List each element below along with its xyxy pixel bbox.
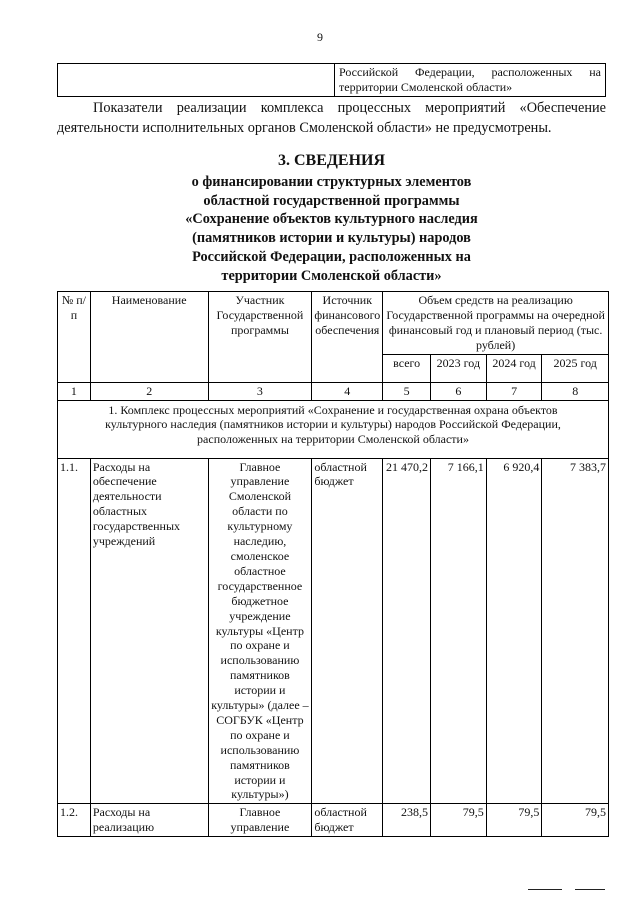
row-name: Расходы на обеспечение деятельности областных государственных учреждений — [90, 458, 208, 804]
header-name: Наименование — [90, 292, 208, 383]
header-num: № п/п — [58, 292, 91, 383]
row-2024: 79,5 — [486, 804, 542, 837]
continuation-table — [57, 63, 606, 97]
index-cell: 3 — [208, 382, 312, 400]
row-total: 21 470,2 — [383, 458, 431, 804]
row-2025: 79,5 — [542, 804, 609, 837]
header-total: всего — [383, 354, 431, 382]
index-cell: 1 — [58, 382, 91, 400]
section-row — [58, 400, 609, 458]
header-year-2024: 2024 год — [486, 354, 542, 382]
header-year-2023: 2023 год — [431, 354, 487, 382]
row-2024: 6 920,4 — [486, 458, 542, 804]
continuation-right-cell: Российской Федерации, расположенных на территории Смоленской области» — [335, 64, 606, 97]
footer-mark — [575, 889, 605, 890]
row-source: областной бюджет — [312, 458, 383, 804]
indicators-paragraph: Показатели реализации комплекса процессных мероприятий «Обеспечение деятельности исполнительных органов Смоленской области» не предусмотрены. — [57, 100, 606, 136]
row-num: 1.2. — [58, 804, 91, 837]
index-cell: 2 — [90, 382, 208, 400]
header-volume: Объем средств на реализацию Государственной программы на очередной финансовый год и плановый период (тыс. рублей) — [383, 292, 609, 355]
index-cell: 8 — [542, 382, 609, 400]
index-cell: 4 — [312, 382, 383, 400]
index-cell: 5 — [383, 382, 431, 400]
row-name: Расходы на реализацию — [90, 804, 208, 837]
section-number: 3. СВЕДЕНИЯ — [277, 152, 386, 169]
table-row — [58, 804, 609, 837]
heading-line: «Сохранение объектов культурного наследия — [185, 211, 478, 228]
heading-line: Российской Федерации, расположенных на — [192, 248, 471, 265]
section-title-cell: 1. Комплекс процессных мероприятий «Сохранение и государственная охрана объектов культурного наследия (памятников истории и культуры) народов Российской Федерации, расположенных на территории Смоленской области» — [58, 400, 609, 458]
header-source: Источник финансового обеспечения — [312, 292, 383, 383]
row-num: 1.1. — [58, 458, 91, 804]
continuation-left-cell — [58, 64, 335, 97]
header-participant: Участник Государственной программы — [208, 292, 312, 383]
index-cell: 6 — [431, 382, 487, 400]
row-2023: 7 166,1 — [431, 458, 487, 804]
footer-mark — [528, 889, 562, 890]
row-participant: Главное управление — [208, 804, 312, 837]
row-participant: Главное управление Смоленской области по культурному наследию, смоленское областное государственное бюджетное учреждение культуры «Центр по охране и использованию памятников истории и культуры» (далее – СОГБУК «Центр по охране и использованию памятников истории и культуры») — [208, 458, 312, 804]
section-heading — [57, 152, 606, 286]
row-2023: 79,5 — [431, 804, 487, 837]
table-index-row — [58, 382, 609, 400]
row-2025: 7 383,7 — [542, 458, 609, 804]
page-number: 9 — [317, 30, 323, 44]
heading-line: (памятников истории и культуры) народов — [192, 230, 471, 247]
heading-line: территории Смоленской области» — [221, 267, 442, 284]
header-year-2025: 2025 год — [542, 354, 609, 382]
heading-line: областной государственной программы — [203, 192, 460, 209]
table-row — [58, 458, 609, 804]
financing-table — [57, 291, 609, 837]
row-source: областной бюджет — [312, 804, 383, 837]
row-total: 238,5 — [383, 804, 431, 837]
table-row — [58, 64, 606, 97]
heading-line: о финансировании структурных элементов — [191, 173, 472, 190]
table-header-row — [58, 292, 609, 355]
index-cell: 7 — [486, 382, 542, 400]
